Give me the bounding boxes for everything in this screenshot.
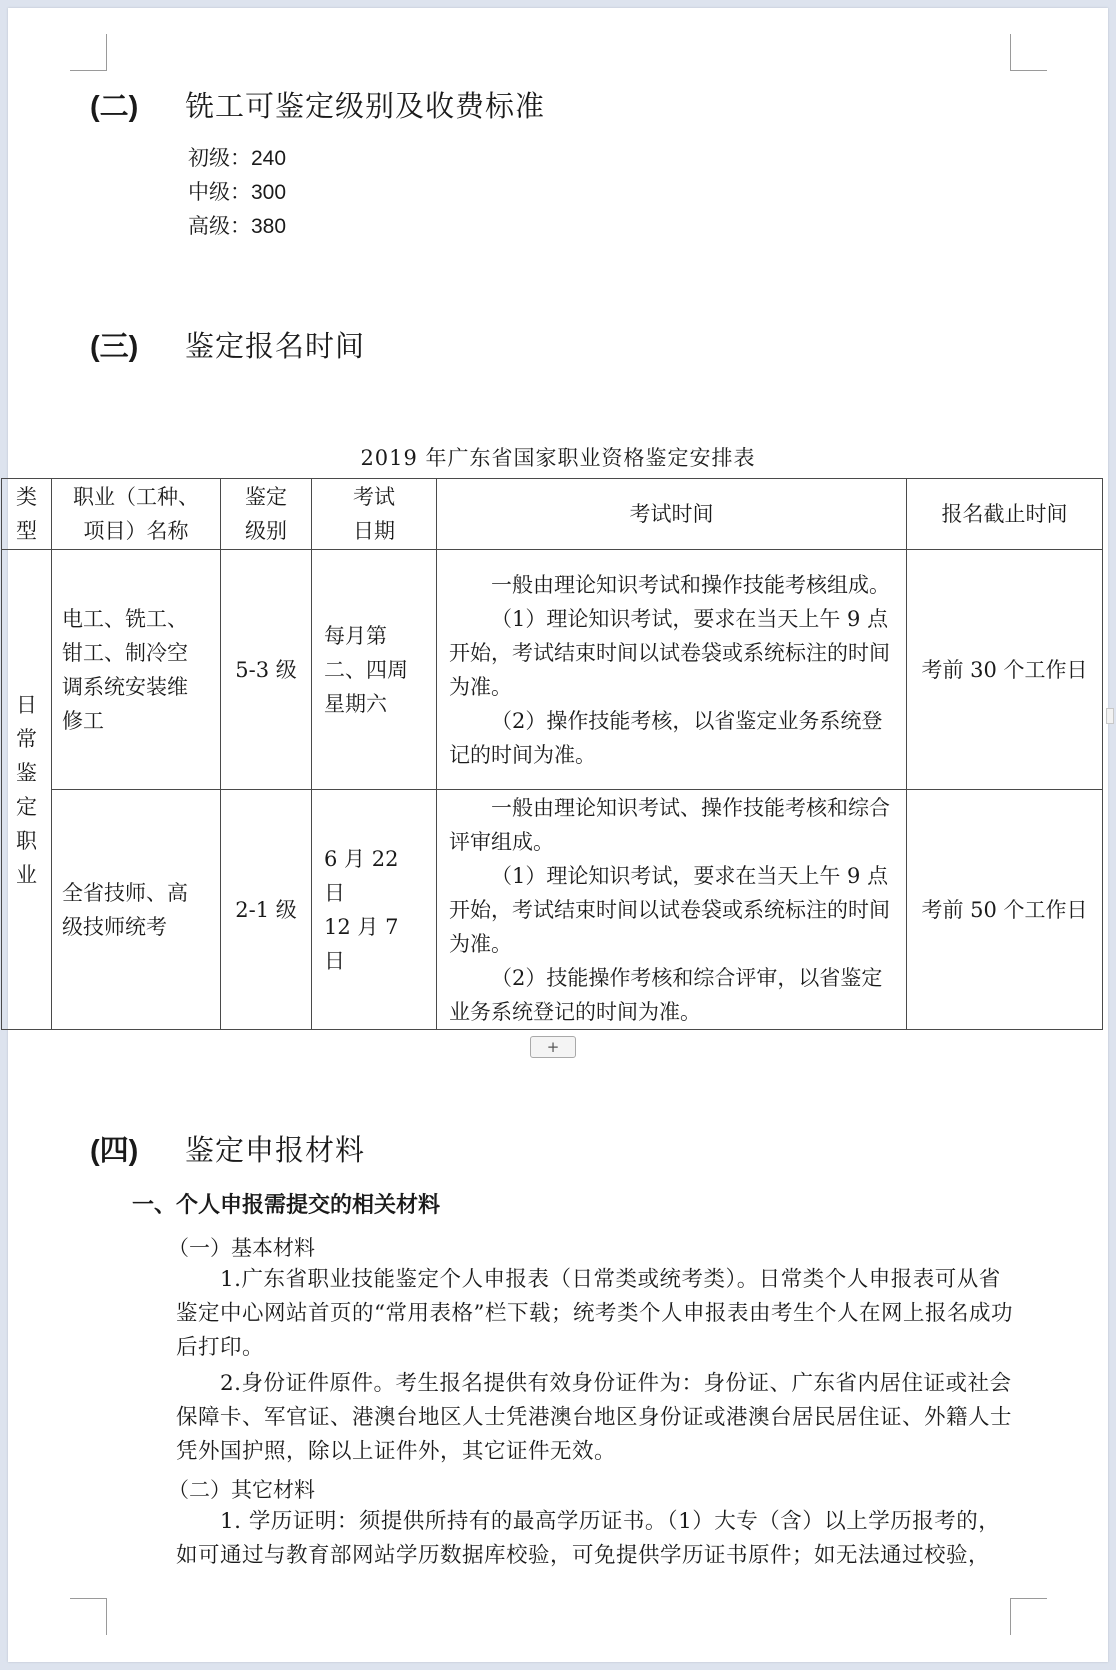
fee-value: 380 bbox=[251, 215, 287, 238]
basic-materials-paragraph-1: 1.广东省职业技能鉴定个人申报表（日常类或统考类）。日常类个人申报表可从省鉴定中心网站首页的“常用表格”栏下载；统考类个人申报表由考生个人在网上报名成功后打印。 bbox=[176, 1267, 1013, 1360]
basic-materials-heading: （一）基本材料 bbox=[168, 1236, 315, 1260]
fee-label: 初级： bbox=[188, 146, 251, 170]
section-4-heading bbox=[90, 1128, 365, 1169]
level-cell: 2-1 级 bbox=[221, 790, 312, 1030]
crop-mark-top-right bbox=[1010, 34, 1047, 71]
crop-mark-bottom-right bbox=[1010, 1598, 1047, 1635]
other-materials-paragraph-1: 1. 学历证明：须提供所持有的最高学历证书。（1）大专（含）以上学历报考的，如可通过与教育部网站学历数据库校验，可免提供学历证书原件；如无法通过校验， bbox=[176, 1509, 1001, 1568]
header-date: 考试 日期 bbox=[312, 479, 437, 550]
section-number: (二) bbox=[90, 91, 139, 123]
crop-mark-bottom-left bbox=[70, 1598, 107, 1635]
table-row bbox=[2, 550, 1103, 790]
exam-schedule-table bbox=[1, 478, 1103, 1030]
fee-label: 高级： bbox=[188, 214, 251, 238]
section-number: (三) bbox=[90, 331, 139, 363]
deadline-cell: 考前 30 个工作日 bbox=[907, 550, 1103, 790]
fee-value: 240 bbox=[251, 147, 287, 170]
section-title: 鉴定报名时间 bbox=[185, 329, 366, 363]
section-title: 铣工可鉴定级别及收费标准 bbox=[185, 89, 546, 123]
add-row-button[interactable]: + bbox=[530, 1036, 576, 1058]
type-cell: 日 常 鉴 定 职 业 bbox=[2, 550, 52, 1030]
deadline-cell: 考前 50 个工作日 bbox=[907, 790, 1103, 1030]
fee-line-junior bbox=[188, 142, 286, 172]
header-time: 考试时间 bbox=[437, 479, 907, 550]
materials-heading: 一、个人申报需提交的相关材料 bbox=[132, 1192, 441, 1218]
other-materials-heading: （二）其它材料 bbox=[168, 1478, 315, 1502]
crop-mark-top-left bbox=[70, 34, 107, 71]
fee-line-senior bbox=[188, 210, 286, 240]
table-resize-handle[interactable] bbox=[1106, 708, 1114, 724]
exam-time-cell: 一般由理论知识考试和操作技能考核组成。 （1）理论知识考试，要求在当天上午 9 点开始，考试结束时间以试卷袋或系统标注的时间为准。 （2）操作技能考核，以省鉴定业务系统登记的时间为准。 bbox=[437, 550, 907, 790]
table-header-row bbox=[2, 479, 1103, 550]
header-name: 职业（工种、 项目）名称 bbox=[52, 479, 221, 550]
exam-date-cell: 6 月 22 日 12 月 7 日 bbox=[312, 790, 437, 1030]
basic-materials-paragraph-2: 2.身份证件原件。考生报名提供有效身份证件为：身份证、广东省内居住证或社会保障卡、军官证、港澳台地区人士凭港澳台地区身份证或港澳台居民居住证、外籍人士凭外国护照，除以上证件外，其它证件无效。 bbox=[176, 1371, 1013, 1464]
level-cell: 5-3 级 bbox=[221, 550, 312, 790]
exam-date-cell: 每月第 二、四周 星期六 bbox=[312, 550, 437, 790]
section-3-heading bbox=[90, 324, 365, 365]
fee-value: 300 bbox=[251, 181, 287, 204]
table-title: 2019 年广东省国家职业资格鉴定安排表 bbox=[360, 446, 756, 470]
exam-time-cell: 一般由理论知识考试、操作技能考核和综合评审组成。 （1）理论知识考试，要求在当天上午 9 点开始，考试结束时间以试卷袋或系统标注的时间为准。 （2）技能操作考核和综合评审，以省鉴定业务系统登记的时间为准。 bbox=[437, 790, 907, 1030]
section-number: (四) bbox=[90, 1135, 139, 1167]
header-level: 鉴定 级别 bbox=[221, 479, 312, 550]
table-row bbox=[2, 790, 1103, 1030]
header-deadline: 报名截止时间 bbox=[907, 479, 1103, 550]
fee-line-intermediate bbox=[188, 176, 286, 206]
fee-label: 中级： bbox=[188, 180, 251, 204]
occupation-name-cell: 全省技师、高 级技师统考 bbox=[52, 790, 221, 1030]
header-type: 类 型 bbox=[2, 479, 52, 550]
section-2-heading bbox=[90, 84, 545, 125]
section-title: 鉴定申报材料 bbox=[185, 1133, 366, 1167]
occupation-name-cell: 电工、铣工、 钳工、制冷空 调系统安装维 修工 bbox=[52, 550, 221, 790]
